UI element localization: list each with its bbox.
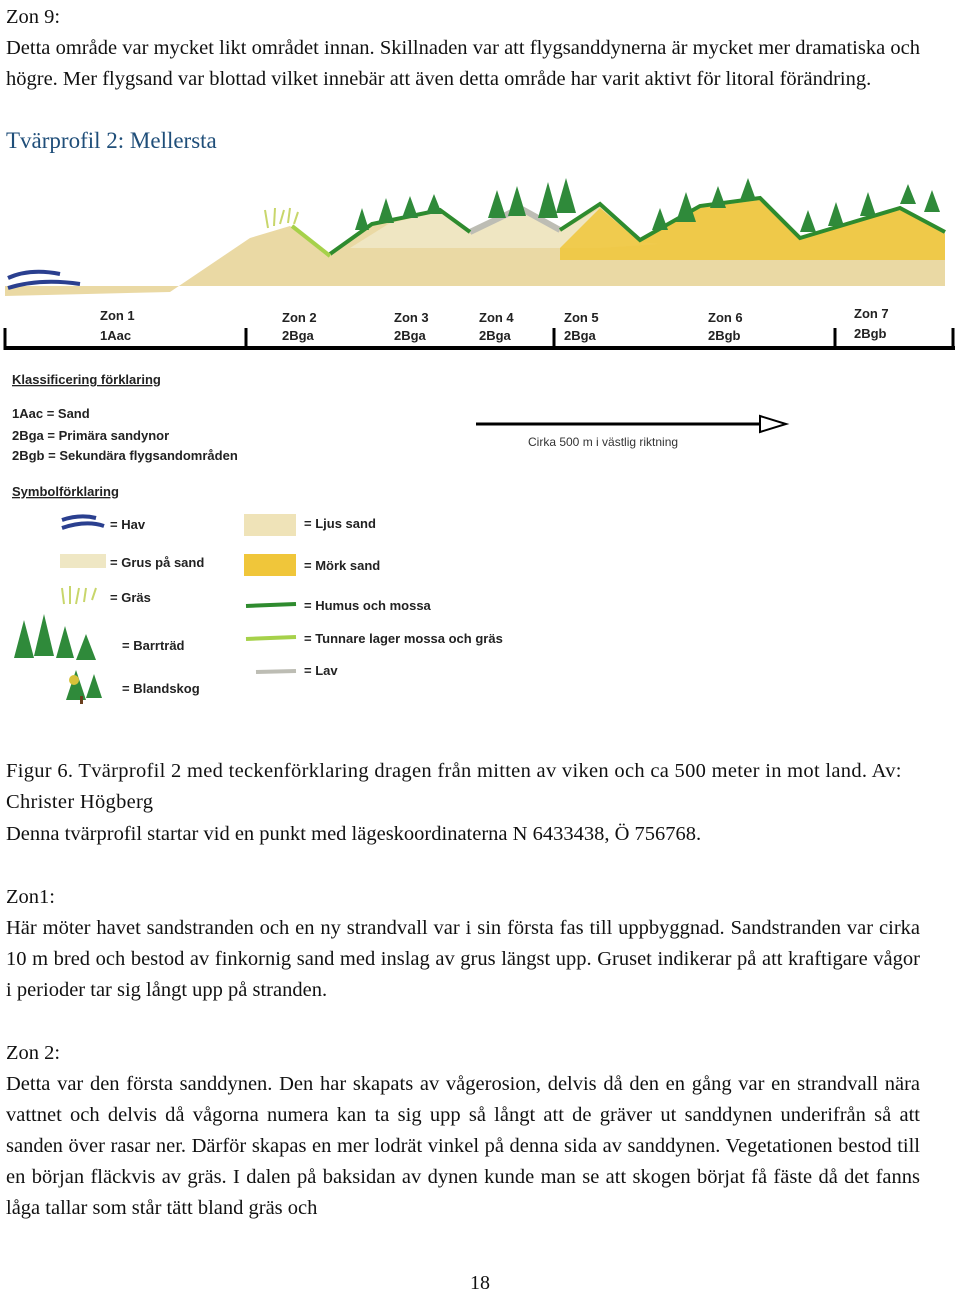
mixed-forest-legend-icon: [66, 670, 102, 704]
classification-item-2: 2Bga = Primära sandynor: [12, 428, 170, 443]
zone-7-name: Zon 7: [854, 306, 889, 321]
legend-left-5: = Blandskog: [122, 681, 200, 696]
legend-left-2: = Grus på sand: [110, 555, 205, 570]
direction-label: Cirka 500 m i västlig riktning: [528, 435, 679, 449]
zone-7-code: 2Bgb: [854, 326, 887, 341]
legend-left-1: = Hav: [110, 517, 146, 532]
cross-section-figure: [0, 168, 960, 720]
page-number: 18: [470, 1272, 490, 1294]
zon2-text: Detta var den första sanddynen. Den har skapats av vågerosion, delvis då den en gång var en strandvall nära vattnet och delvis då vågorna numera kan ta sig upp så långt att de gräver ut sanddynen underifrån så att sanden över rasar ner. Därför skapas en mer lodrät vinkel på denna sida av sanddynen. Vegetationen bestod till en början fläckvis av gräs. I dalen på baksidan av dynen kunde man se att skogen börjat få fäste då det fanns låga tallar som står tätt bland gräs och: [6, 1073, 920, 1219]
legend-left-3: = Gräs: [110, 590, 151, 605]
thin-moss-legend-icon: [246, 637, 296, 639]
legend-right-2: = Mörk sand: [304, 558, 381, 573]
gravel-legend-icon: [60, 554, 106, 568]
zon9-label: Zon 9:: [6, 6, 61, 28]
legend-swatches-right: [244, 514, 296, 672]
zone-2-code: 2Bga: [282, 328, 314, 343]
zone-5-name: Zon 5: [564, 310, 599, 325]
classification-item-3: 2Bgb = Sekundära flygsandområden: [12, 448, 238, 463]
zone-6-name: Zon 6: [708, 310, 743, 325]
lichen-legend-icon: [256, 671, 296, 672]
classification-title: Klassificering förklaring: [12, 372, 161, 387]
zone-1-name: Zon 1: [100, 308, 135, 323]
zon1-label: Zon1:: [6, 886, 55, 908]
legend-right-4: = Tunnare lager mossa och gräs: [304, 631, 503, 646]
zone-4-code: 2Bga: [479, 328, 511, 343]
light-sand-legend-icon: [244, 514, 296, 536]
arrow-right-icon: [760, 416, 786, 432]
legend-swatches-left: [14, 516, 106, 704]
legend-right-1: = Ljus sand: [304, 516, 376, 531]
dark-sand-legend-icon: [244, 554, 296, 576]
legend-left-4: = Barrträd: [122, 638, 185, 653]
zon9-text: Detta område var mycket likt området innan. Skillnaden var att flygsanddynerna är mycket mer dramatiska och högre. Mer flygsand var blottad vilket innebär att även detta område har varit aktivt för litoral förändring.: [6, 37, 920, 90]
zone-3-code: 2Bga: [394, 328, 426, 343]
legend-right-3: = Humus och mossa: [304, 598, 431, 613]
dark-sand-layer: [560, 200, 945, 260]
legend-right-5: = Lav: [304, 663, 338, 678]
zon2-label: Zon 2:: [6, 1042, 61, 1064]
sea-symbol: [8, 272, 80, 288]
zone-6-code: 2Bgb: [708, 328, 741, 343]
section-heading: Tvärprofil 2: Mellersta: [6, 128, 217, 153]
zone-1-code: 1Aac: [100, 328, 132, 343]
figure-caption: Figur 6. Tvärprofil 2 med teckenförklaring dragen från mitten av viken och ca 500 meter in mot land. Av: Christer Högberg: [6, 759, 902, 813]
sea-legend-icon: [62, 516, 104, 528]
classification-item-1: 1Aac = Sand: [12, 406, 90, 421]
coordinates-text: Denna tvärprofil startar vid en punkt med lägeskoordinaterna N 6433438, Ö 756768.: [6, 823, 702, 845]
conifer-legend-icon: [14, 614, 96, 660]
symbols-title: Symbolförklaring: [12, 484, 119, 499]
humus-legend-icon: [246, 604, 296, 606]
grass-legend-icon: [62, 586, 96, 604]
zone-2-name: Zon 2: [282, 310, 317, 325]
zone-4-name: Zon 4: [479, 310, 514, 325]
zon1-text: Här möter havet sandstranden och en ny strandvall var i sin första fas till uppbyggnad. Sandstranden var cirka 10 m bred och bestod av finkornig sand med inslag av grus längst upp. Gruset indikerar på att kraftigare vågor i perioder tar sig långt upp på stranden.: [6, 917, 920, 1001]
zone-5-code: 2Bga: [564, 328, 596, 343]
zone-3-name: Zon 3: [394, 310, 429, 325]
